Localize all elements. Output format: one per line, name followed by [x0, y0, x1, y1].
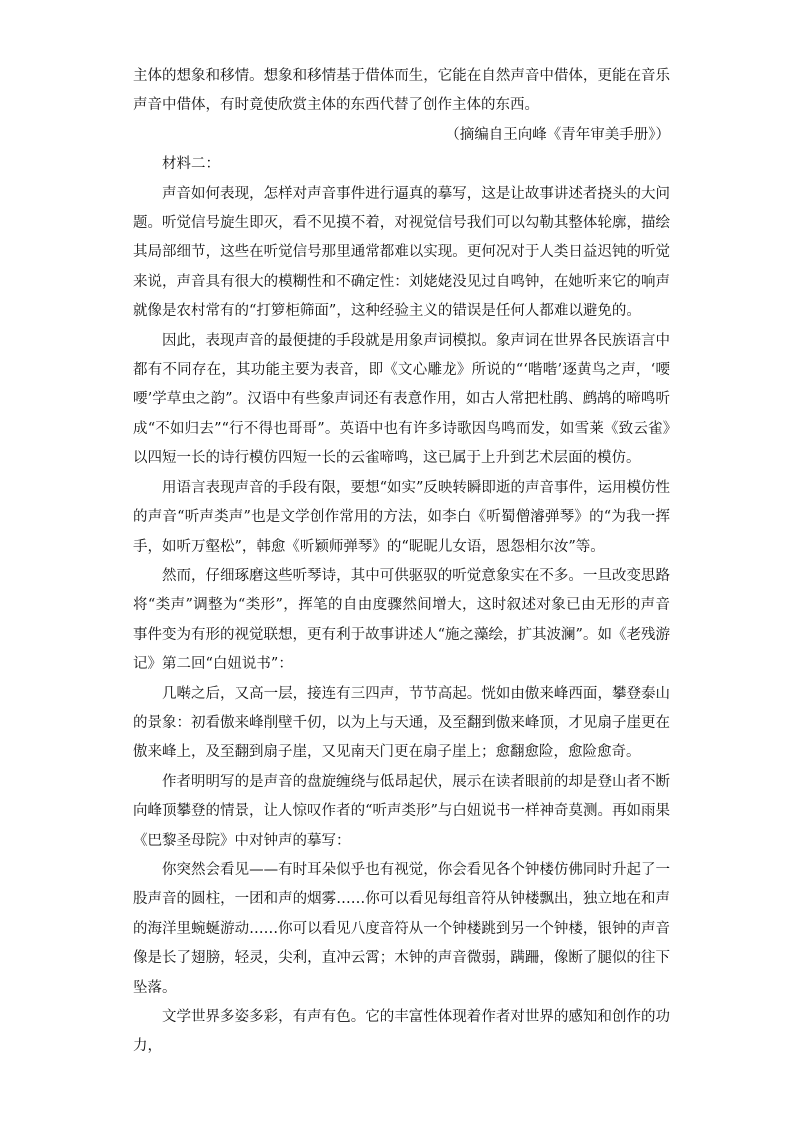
paragraph: 声音如何表现，怎样对声音事件进行逼真的摹写，这是让故事讲述者挠头的大问题。听觉信号旋生即灭，看不见摸不着，对视觉信号我们可以勾勒其整体轮廓，描绘其局部细节，这些在听觉信号那里通常都难以实现。更何况对于人类日益迟钝的听觉来说，声音具有很大的模糊性和不确定性：刘姥姥没见过自鸣钟，在她听来它的响声就像是农村常有的“打箩柜筛面”，这种经验主义的错误是任何人都难以避免的。: [133, 185, 670, 320]
paragraph: 作者明明写的是声音的盘旋缠绕与低昂起伏，展示在读者眼前的却是登山者不断向峰顶攀登的情景，让人惊叹作者的“听声类形”与白妞说书一样神奇莫测。再如雨果《巴黎圣母院》中对钟声的摹写：: [133, 773, 670, 849]
paragraph: 文学世界多姿多彩，有声有色。它的丰富性体现着作者对世界的感知和创作的功力，: [133, 1009, 670, 1055]
quoted-excerpt: 几啭之后，又高一层，接连有三四声，节节高起。恍如由傲来峰西面，攀登泰山的景象：初看傲来峰削壁千仞，以为上与天通，及至翻到傲来峰顶，才见扇子崖更在傲来峰上，及至翻到扇子崖，又见南天门更在扇子崖上；愈翻愈险，愈险愈奇。: [133, 685, 670, 761]
paragraph: 因此，表现声音的最便捷的手段就是用象声词模拟。象声词在世界各民族语言中都有不同存在，其功能主要为表音，即《文心雕龙》所说的“‘喈喈’逐黄鸟之声，‘喓喓’学草虫之韵”。汉语中有些象声词还有表意作用，如古人常把杜鹃、鹧鸪的啼鸣听成“不如归去”“行不得也哥哥”。英语中也有许多诗歌因鸟鸣而发，如雪莱《致云雀》以四短一长的诗行模仿四短一长的云雀啼鸣，这已属于上升到艺术层面的模仿。: [133, 332, 670, 467]
source-citation: （摘编自王向峰《青年审美手册》）: [445, 126, 670, 143]
paragraph-continuation: 主体的想象和移情。想象和移情基于借体而生，它能在自然声音中借体，更能在音乐声音中借体，有时竟使欣赏主体的东西代替了创作主体的东西。: [133, 68, 670, 114]
material-label: 材料二：: [162, 156, 220, 173]
paragraph: 然而，仔细琢磨这些听琴诗，其中可供驱驭的听觉意象实在不多。一旦改变思路将“类声”调整为“类形”，挥笔的自由度骤然间增大，这时叙述对象已由无形的声音事件变为有形的视觉联想，更有利于故事讲述人“施之藻绘，扩其波澜”。如《老残游记》第二回“白妞说书”：: [133, 567, 670, 673]
paragraph: 用语言表现声音的手段有限，要想“如实”反映转瞬即逝的声音事件，运用模仿性的声音“听声类声”也是文学创作常用的方法，如李白《听蜀僧濬弹琴》的“为我一挥手，如听万壑松”，韩愈《听颖师弹琴》的“昵昵儿女语，恩怨相尔汝”等。: [133, 479, 670, 555]
quoted-excerpt: 你突然会看见——有时耳朵似乎也有视觉，你会看见各个钟楼仿佛同时升起了一股声音的圆柱，一团和声的烟雾……你可以看见每组音符从钟楼飘出，独立地在和声的海洋里蜿蜒游动……你可以看见八度音符从一个钟楼跳到另一个钟楼，银钟的声音像是长了翅膀，轻灵，尖利，直冲云霄；木钟的声音微弱，蹒跚，像断了腿似的往下坠落。: [133, 861, 670, 996]
